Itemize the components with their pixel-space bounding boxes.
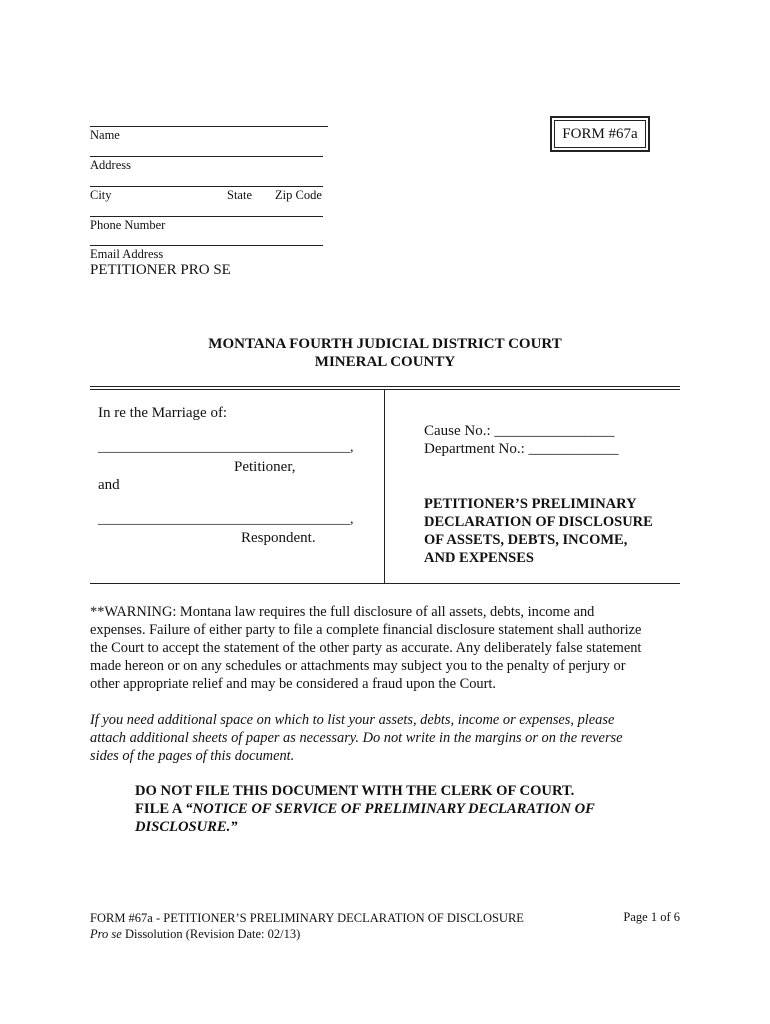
document-title-line: DECLARATION OF DISCLOSURE — [424, 514, 653, 530]
caption-top-rule-2 — [90, 389, 680, 390]
notice-line-2 — [135, 800, 595, 818]
warning-line: **WARNING: Montana law requires the full disclosure of all assets, debts, income and — [90, 604, 595, 620]
respondent-label: Respondent. — [241, 530, 316, 546]
page-number: Page 1 of 6 — [623, 910, 680, 924]
footer-revision: Dissolution (Revision Date: 02/13) — [121, 927, 301, 941]
footer-form-title: FORM #67a - PETITIONER’S PRELIMINARY DECLARATION OF DISCLOSURE — [90, 911, 524, 925]
respondent-name-field[interactable]: ____________________________________, — [98, 512, 354, 527]
document-title-line: PETITIONER’S PRELIMINARY — [424, 496, 637, 512]
document-title — [424, 495, 653, 567]
phone-label: Phone Number — [90, 218, 166, 232]
document-title-line: OF ASSETS, DEBTS, INCOME, — [424, 532, 628, 548]
footer-revision-line — [90, 926, 524, 942]
email-line[interactable] — [90, 245, 323, 246]
instruction-paragraph — [90, 711, 623, 765]
court-name: MONTANA FOURTH JUDICIAL DISTRICT COURT — [208, 336, 562, 352]
instruction-line: sides of the pages of this document. — [90, 748, 295, 764]
footer — [90, 910, 524, 942]
warning-line: other appropriate relief and may be considered a fraud upon the Court. — [90, 676, 496, 692]
email-label: Email Address — [90, 247, 164, 261]
notice-line-3: DISCLOSURE.” — [135, 819, 238, 835]
notice-line-1: DO NOT FILE THIS DOCUMENT WITH THE CLERK OF COURT. — [135, 783, 575, 799]
in-re-marriage: In re the Marriage of: — [98, 405, 228, 421]
footer-pro-se: Pro se — [90, 927, 122, 941]
address-label: Address — [90, 158, 131, 172]
county-name: MINERAL COUNTY — [314, 354, 456, 370]
filing-notice — [135, 782, 595, 836]
phone-line[interactable] — [90, 216, 323, 217]
and-text: and — [98, 477, 120, 493]
notice-line-2-italic: “NOTICE OF SERVICE OF PRELIMINARY DECLARATION OF — [185, 801, 595, 817]
document-title-line: AND EXPENSES — [424, 550, 534, 566]
caption-divider — [384, 390, 385, 583]
court-heading — [90, 335, 680, 371]
notice-line-2-prefix: FILE A — [135, 801, 186, 817]
state-label: State — [227, 188, 252, 202]
name-label: Name — [90, 128, 120, 142]
form-number: FORM #67a — [562, 125, 638, 142]
warning-paragraph — [90, 603, 641, 693]
form-number-box — [550, 116, 650, 152]
instruction-line: attach additional sheets of paper as necessary. Do not write in the margins or on the reverse — [90, 730, 623, 746]
caption-bottom-rule — [90, 583, 680, 584]
department-number-field[interactable]: Department No.: ____________ — [424, 441, 619, 457]
zip-label: Zip Code — [275, 188, 322, 202]
address-line[interactable] — [90, 156, 323, 157]
city-label: City — [90, 188, 112, 202]
caption-top-rule-1 — [90, 386, 680, 387]
petitioner-label: Petitioner, — [234, 459, 296, 475]
petitioner-name-field[interactable]: ____________________________________, — [98, 440, 354, 455]
warning-line: the Court to accept the statement of the other party as accurate. Any deliberately false statement — [90, 640, 642, 656]
warning-line: made hereon or on any schedules or attachments may subject you to the penalty of perjury or — [90, 658, 626, 674]
name-line[interactable] — [90, 126, 328, 127]
petitioner-pro-se: PETITIONER PRO SE — [90, 262, 231, 278]
warning-line: expenses. Failure of either party to file a complete financial disclosure statement shall authorize — [90, 622, 642, 638]
instruction-line: If you need additional space on which to list your assets, debts, income or expenses, please — [90, 712, 615, 728]
city-state-zip-line[interactable] — [90, 186, 323, 187]
cause-number-field[interactable]: Cause No.: ________________ — [424, 423, 615, 439]
